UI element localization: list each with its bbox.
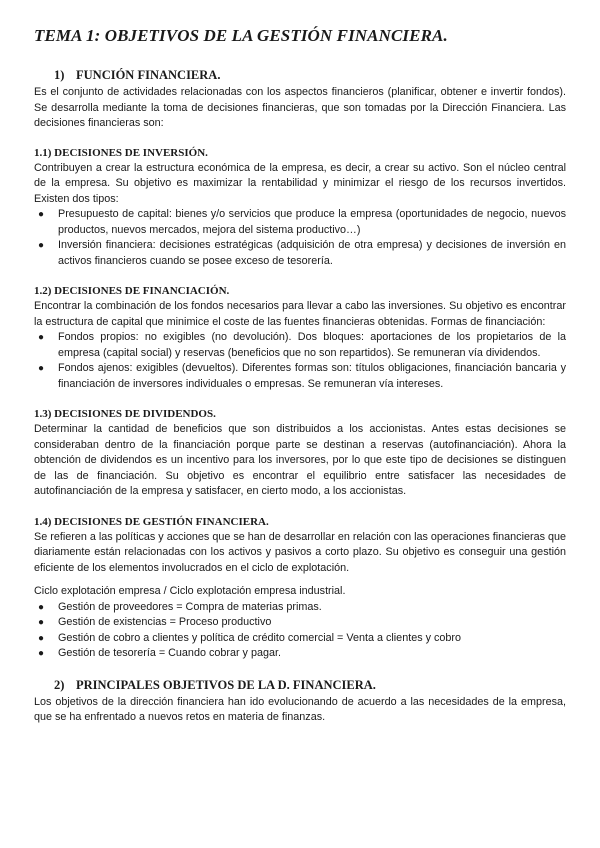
section-1-3-paragraph: Determinar la cantidad de beneficios que son distribuidos a los accionistas. Antes estas decisiones se consideraban dentro de la financiación porque parte se destinan a reservas (autofinanciación). Ahora la obtención de dividendos es un incentivo para los inversores, por lo que este tipo de decisiones se distinguen de las de financiación. Su objetivo es encontrar el equilibrio entre satisfacer las necesidades de autofinanciación de la empresa y satisfacer, en cierto modo, a los accionistas. — [34, 423, 566, 497]
section-2-paragraph: Los objetivos de la dirección financiera han ido evolucionando de acuerdo a las necesidades de la empresa, que se ha enfrentado a nuevos retos en materia de finanzas. — [34, 695, 566, 723]
section-1-4-cycle-line: Ciclo explotación empresa / Ciclo explotación empresa industrial. — [34, 585, 346, 597]
bullet-icon: ● — [38, 617, 45, 628]
list-item: ● Gestión de proveedores = Compra de materias primas. — [34, 600, 566, 616]
list-item: ● Fondos ajenos: exigibles (devueltos). Diferentes formas son: títulos obligaciones, financiación bancaria y financiación de inversores individuales o empresas. Se remuneran vía intereses. — [38, 362, 566, 390]
list-item: ● Fondos propios: no exigibles (no devolución). Dos bloques: aportaciones de los propietarios de la empresa (capital social) y reservas (beneficios que no son repartidos). Se remuneran vía dividendos. — [38, 331, 566, 359]
list-item: ● Gestión de cobro a clientes y política de crédito comercial = Venta a clientes y cobro — [34, 631, 566, 647]
section-1-2-list — [34, 330, 566, 392]
section-1-1-heading: 1.1) DECISIONES DE INVERSIÓN. — [34, 146, 208, 159]
bullet-icon: ● — [38, 648, 45, 659]
section-1-2-paragraph: Encontrar la combinación de los fondos necesarios para llevar a cabo las inversiones. Su objetivo es encontrar la estructura de capital que minimice el coste de las fuentes financieras obtenidas. Formas de financiación: — [34, 300, 566, 328]
bullet-icon: ● — [38, 240, 45, 251]
list-item: ● Inversión financiera: decisiones estratégicas (adquisición de otra empresa) y decisiones de inversión en activos financieros cuando se posee exceso de tesorería. — [38, 239, 566, 267]
section-1-number: 1) — [54, 68, 65, 82]
section-1-heading — [54, 68, 566, 83]
bullet-icon: ● — [38, 363, 45, 374]
section-1-title: FUNCIÓN FINANCIERA. — [76, 68, 221, 82]
bullet-icon: ● — [38, 632, 45, 644]
bullet-icon: ● — [38, 601, 45, 613]
section-2-heading — [54, 678, 566, 693]
section-1-1-list — [34, 207, 566, 269]
bullet-icon: ● — [38, 209, 45, 220]
section-1-1-paragraph: Contribuyen a crear la estructura económica de la empresa, es decir, a crear su activo. Son el núcleo central de la empresa. Su objetivo es maximizar la rentabilidad y minimizar el riesgo de los recursos invertidos. Existen dos tipos: — [34, 161, 566, 205]
page-title: TEMA 1: OBJETIVOS DE LA GESTIÓN FINANCIERA. — [34, 26, 448, 45]
section-1-4-heading: 1.4) DECISIONES DE GESTIÓN FINANCIERA. — [34, 515, 269, 528]
list-item: ● Gestión de tesorería = Cuando cobrar y pagar. — [34, 646, 566, 662]
section-1-4-list — [34, 600, 566, 662]
section-1-4-paragraph: Se refieren a las políticas y acciones que se han de desarrollar en relación con las operaciones financieras que diariamente están relacionadas con los activos y pasivos a corto plazo. Su objetivo es conseguir una gestión eficiente de los elementos involucrados en el ciclo de explotación. — [34, 530, 566, 574]
section-1-paragraph: Es el conjunto de actividades relacionadas con los aspectos financieros (planificar, obtener e invertir fondos). Se desarrolla mediante la toma de decisiones financieras, que son tomadas por la Dirección Financiera. Las decisiones financieras son: — [34, 86, 566, 129]
list-item: ● Presupuesto de capital: bienes y/o servicios que produce la empresa (oportunidades de negocio, nuevos productos, nuevos mercados, mejora del sistema productivo…) — [38, 208, 566, 236]
section-2-title: PRINCIPALES OBJETIVOS DE LA D. FINANCIERA. — [76, 677, 376, 692]
section-1-2-heading: 1.2) DECISIONES DE FINANCIACIÓN. — [34, 285, 230, 297]
section-1-3-heading: 1.3) DECISIONES DE DIVIDENDOS. — [34, 408, 216, 420]
list-item: ● Gestión de existencias = Proceso productivo — [34, 615, 566, 631]
bullet-icon: ● — [38, 332, 45, 343]
section-2-number: 2) — [54, 677, 65, 692]
